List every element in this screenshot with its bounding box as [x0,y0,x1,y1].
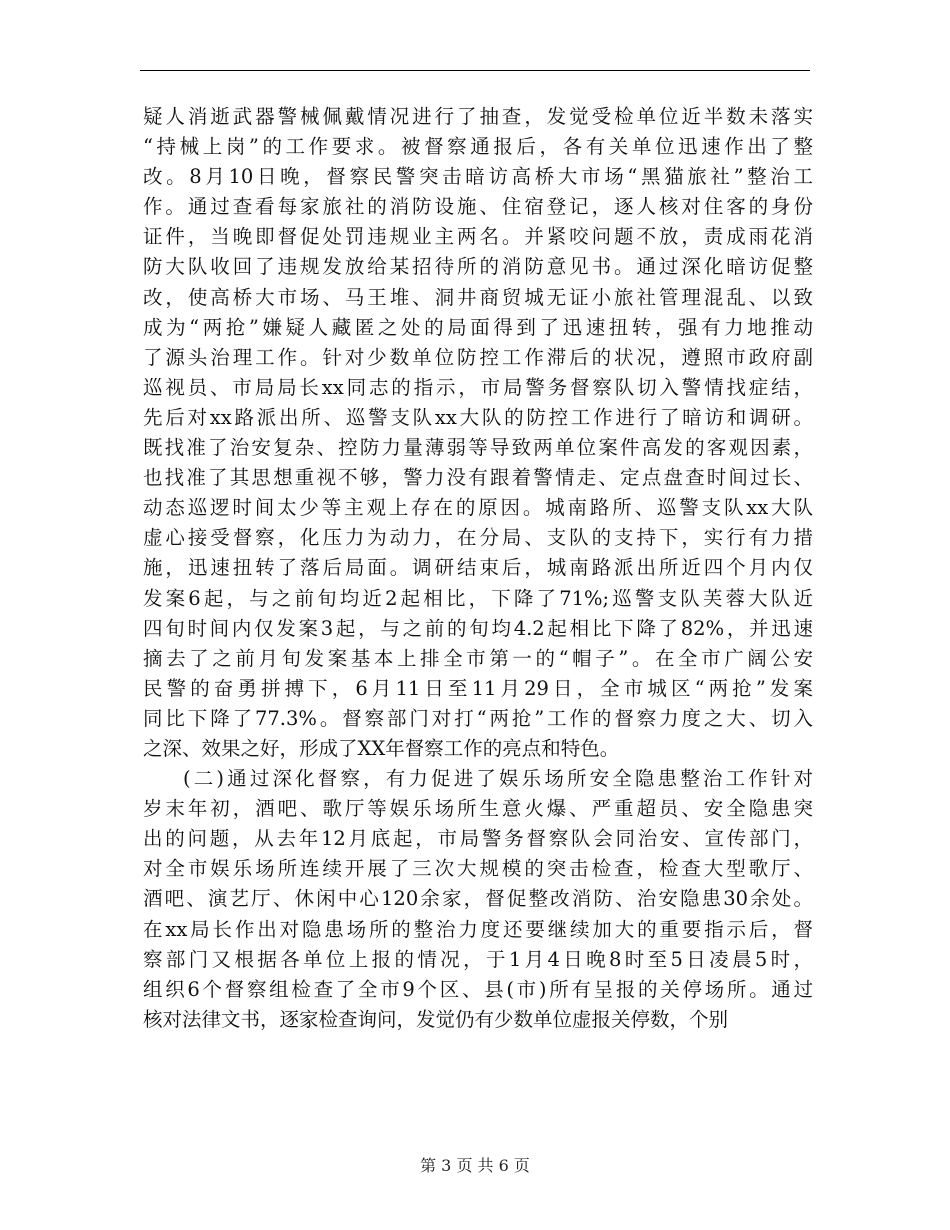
text-line: 防大队收回了违规发放给某招待所的消防意见书。通过深化暗访促整 [143,255,813,279]
text-line: 也找准了其思想重视不够，警力没有跟着警情走、定点盘查时间过长、 [143,466,813,490]
text-line: 酒吧、演艺厅、休闲中心120余家，督促整改消防、治安隐患30余处。 [143,887,813,911]
text-line: 既找准了治安复杂、控防力量薄弱等导致两单位案件高发的客观因素， [143,436,813,460]
text-line: “持械上岗”的工作要求。被督察通报后，各有关单位迅速作出了整 [143,135,813,159]
text-line: 作。通过查看每家旅社的消防设施、住宿登记，逐人核对住客的身份 [143,195,813,219]
text-line: 动态巡逻时间太少等主观上存在的原因。城南路所、巡警支队xx大队 [143,496,813,520]
text-line: 之深、效果之好，形成了XX年督察工作的亮点和特色。 [143,736,620,760]
text-line: 证件，当晚即督促处罚违规业主两名。并紧咬问题不放，责成雨花消 [143,225,813,249]
page-footer: 第 3 页 共 6 页 [420,1156,530,1175]
text-line: 组织6个督察组检查了全市9个区、县(市)所有呈报的关停场所。通过 [143,977,813,1001]
text-line: 先后对xx路派出所、巡警支队xx大队的防控工作进行了暗访和调研。 [143,405,813,429]
text-line: 察部门又根据各单位上报的情况，于1月4日晚8时至5日凌晨5时， [143,947,813,971]
text-line: 巡视员、市局局长xx同志的指示，市局警务督察队切入警情找症结， [143,375,813,399]
text-line: 改。8月10日晚，督察民警突击暗访高桥大市场“黑猫旅社”整治工 [143,165,813,189]
text-line: 核对法律文书，逐家检查询问，发觉仍有少数单位虚报关停数，个别 [143,1007,729,1031]
text-line: 施，迅速扭转了落后局面。调研结束后，城南路派出所近四个月内仅 [143,556,813,580]
text-line: 四旬时间内仅发案3起，与之前的旬均4.2起相比下降了82%，并迅速 [143,616,813,640]
text-line: 了源头治理工作。针对少数单位防控工作滞后的状况，遵照市政府副 [143,345,813,369]
text-line: 对全市娱乐场所连续开展了三次大规模的突击检查，检查大型歌厅、 [143,857,813,881]
text-line: 成为“两抢”嫌疑人藏匿之处的局面得到了迅速扭转，强有力地推动 [143,315,813,339]
text-line: 岁末年初，酒吧、歌厅等娱乐场所生意火爆、严重超员、安全隐患突 [143,797,813,821]
text-line: 摘去了之前月旬发案基本上排全市第一的“帽子”。在全市广阔公安 [143,646,813,670]
header-rule [140,70,810,71]
text-line: 在xx局长作出对隐患场所的整治力度还要继续加大的重要指示后，督 [143,917,813,941]
document-body [143,102,813,1035]
text-line: 发案6起，与之前旬均近2起相比，下降了71%;巡警支队芙蓉大队近 [143,586,813,610]
text-line: 同比下降了77.3%。督察部门对打“两抢”工作的督察力度之大、切入 [143,706,813,730]
text-line: (二)通过深化督察，有力促进了娱乐场所安全隐患整治工作针对 [183,767,813,791]
text-line: 民警的奋勇拼搏下，6月11日至11月29日，全市城区“两抢”发案 [143,676,813,700]
text-line: 出的问题，从去年12月底起，市局警务督察队会同治安、宣传部门， [143,827,813,851]
text-line: 疑人消逝武器警械佩戴情况进行了抽查，发觉受检单位近半数未落实 [143,105,813,128]
text-line: 改，使高桥大市场、马王堆、洞井商贸城无证小旅社管理混乱、以致 [143,285,813,309]
text-line: 虚心接受督察，化压力为动力，在分局、支队的支持下，实行有力措 [143,526,813,550]
